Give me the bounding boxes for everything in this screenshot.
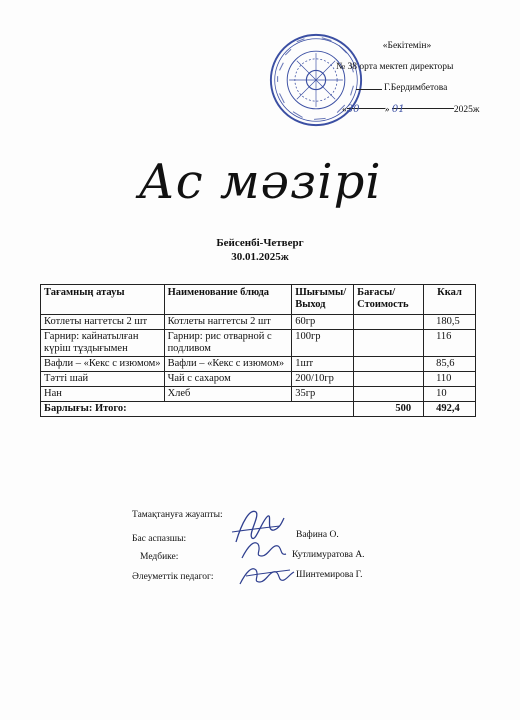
cell-output: 200/10гр — [292, 372, 354, 387]
cell-cost — [354, 387, 424, 402]
header-ru-name: Наименование блюда — [164, 285, 292, 315]
cell-kcal: 85,6 — [424, 357, 476, 372]
cell-ru-name: Котлеты наггетсы 2 шт — [164, 315, 292, 330]
signatures-heading: Тамақтануға жауапты: — [132, 510, 223, 520]
social-name: Шинтемирова Г. — [296, 570, 363, 580]
social-signature-icon — [236, 560, 296, 590]
approval-date-year: 2025ж — [453, 105, 480, 115]
page-title: Ас мәзірі — [138, 154, 382, 210]
approval-block — [322, 36, 492, 121]
total-kcal: 492,4 — [424, 402, 476, 417]
menu-table — [40, 284, 476, 417]
chef-name: Вафина О. — [296, 530, 339, 540]
cell-ru-name: Вафли – «Кекс с изюмом» — [164, 357, 292, 372]
approval-position: № 38 орта мектеп директоры — [336, 62, 454, 72]
subtitle — [0, 236, 520, 264]
approval-name: Г.Бердимбетова — [384, 83, 448, 93]
cell-cost — [354, 330, 424, 357]
cell-kcal: 110 — [424, 372, 476, 387]
cell-ru-name: Хлеб — [164, 387, 292, 402]
cell-cost — [354, 357, 424, 372]
approval-date: «30 » 01 2025ж — [322, 99, 492, 121]
cell-kcal: 116 — [424, 330, 476, 357]
cell-kz-name: Тәтті шай — [41, 372, 165, 387]
approval-signature-line — [322, 78, 492, 99]
cell-kz-name: Котлеты наггетсы 2 шт — [41, 315, 165, 330]
header-output: Шығымы/ Выход — [292, 285, 354, 315]
approval-title: «Бекітемін» — [382, 41, 432, 51]
total-label: Барлығы: Итого: — [41, 402, 354, 417]
nurse-name: Кутлимуратова А. — [292, 550, 365, 560]
cell-ru-name: Чай с сахаром — [164, 372, 292, 387]
table-total-row — [41, 402, 476, 417]
cell-output: 1шт — [292, 357, 354, 372]
table-row — [41, 315, 476, 330]
subtitle-day: Бейсенбі-Четверг — [216, 237, 304, 249]
cell-output: 100гр — [292, 330, 354, 357]
approval-date-month: 01 — [391, 104, 405, 115]
nurse-role: Медбике: — [140, 552, 179, 562]
cell-cost — [354, 372, 424, 387]
cell-kz-name: Гарнир: кайнатылған күріш тұздығымен — [41, 330, 165, 357]
table-row — [41, 357, 476, 372]
table-header-row — [41, 285, 476, 315]
table-row — [41, 372, 476, 387]
header-kcal: Ккал — [424, 285, 476, 315]
cell-kcal: 180,5 — [424, 315, 476, 330]
table-row — [41, 330, 476, 357]
cell-cost — [354, 315, 424, 330]
chef-role: Бас аспазшы: — [132, 534, 187, 544]
table-row — [41, 387, 476, 402]
cell-output: 60гр — [292, 315, 354, 330]
header-kz-name: Тағамның атауы — [41, 285, 165, 315]
cell-kz-name: Нан — [41, 387, 165, 402]
cell-ru-name: Гарнир: рис отварной с подливом — [164, 330, 292, 357]
approval-date-day: 30 — [346, 104, 360, 115]
cell-kz-name: Вафли – «Кекс с изюмом» — [41, 357, 165, 372]
total-cost: 500 — [354, 402, 424, 417]
cell-output: 35гр — [292, 387, 354, 402]
social-role: Әлеуметтік педагог: — [132, 572, 214, 582]
cell-kcal: 10 — [424, 387, 476, 402]
subtitle-date: 30.01.2025ж — [231, 251, 289, 263]
header-cost: Бағасы/ Стоимость — [354, 285, 424, 315]
